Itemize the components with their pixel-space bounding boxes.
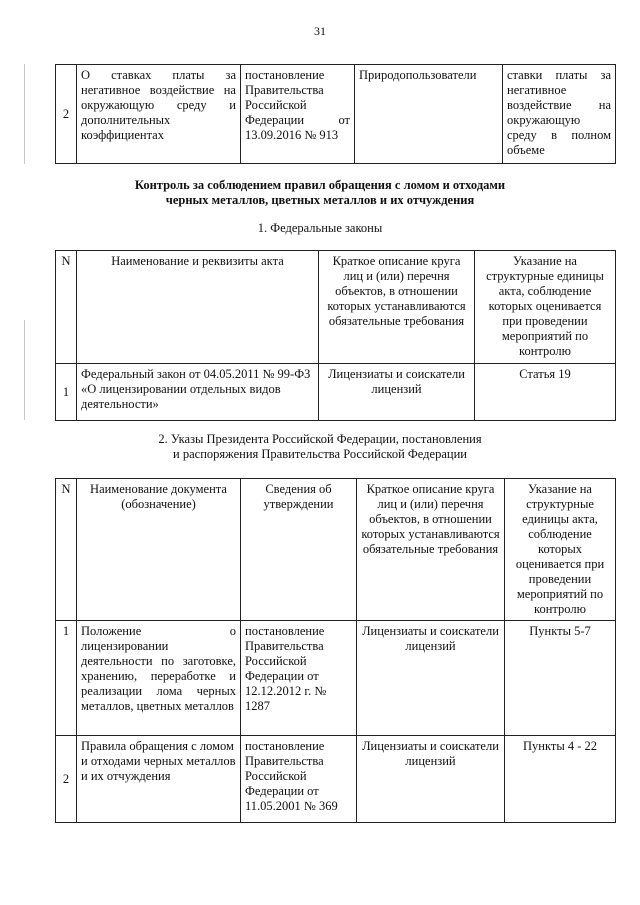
approval-info: постановление Правительства Российской Федерации от 11.05.2001 № 369 [241, 736, 357, 823]
margin-line-top [24, 64, 25, 164]
persons-description: Лицензиаты и соискатели лицензий [357, 736, 505, 823]
row-number: 1 [56, 621, 77, 736]
structural-units: Пункты 4 - 22 [505, 736, 616, 823]
persons-description: Лицензиаты и соискатели лицензий [357, 621, 505, 736]
structural-units: Пункты 5-7 [505, 621, 616, 736]
page-number: 31 [314, 24, 326, 38]
row-number: 2 [56, 736, 77, 823]
header-structural-units: Указание на структурные единицы акта, соблюдение которых оценивается при проведении мероприятий по контролю [505, 479, 616, 621]
table-row [56, 621, 616, 736]
table-decrees [55, 478, 616, 823]
document-name: О ставках платы за негативное воздействие на окружающую среду и дополнительных коэффициентах [77, 65, 241, 164]
header-name: Наименование документа (обозначение) [77, 479, 241, 621]
table-header-row [56, 479, 616, 621]
row-number: 2 [56, 65, 77, 164]
header-persons: Краткое описание круга лиц и (или) перечня объектов, в отношении которых устанавливаются обязательные требования [319, 251, 475, 364]
document-name: Федеральный закон от 04.05.2011 № 99-ФЗ «О лицензировании отдельных видов деятельности» [77, 364, 319, 421]
structural-units: Статья 19 [475, 364, 616, 421]
approval-info: постановление Правительства Российской Федерации от 12.12.2012 г. № 1287 [241, 621, 357, 736]
approval-info: постановление Правительства Российской Федерации от 13.09.2016 № 913 [241, 65, 355, 164]
document-name: Положение о лицензировании деятельности по заготовке, хранению, переработке и реализации лома черных металлов, цветных металлов [77, 621, 241, 736]
subsection-title-2-line2: и распоряжения Правительства Российской Федерации [173, 447, 467, 461]
persons-description: Природопользователи [355, 65, 503, 164]
row-number: 1 [56, 364, 77, 421]
header-n: N [56, 251, 77, 364]
header-structural-units: Указание на структурные единицы акта, соблюдение которых оценивается при проведении мероприятий по контролю [475, 251, 616, 364]
header-persons: Краткое описание круга лиц и (или) перечня объектов, в отношении которых устанавливаются обязательные требования [357, 479, 505, 621]
table-header-row [56, 251, 616, 364]
structural-units: ставки платы за негативное воздействие на окружающую среду в полном объеме [503, 65, 616, 164]
document-name: Правила обращения с ломом и отходами черных металлов и их отчуждения [77, 736, 241, 823]
table-federal-laws [55, 250, 616, 421]
margin-line-middle [24, 320, 25, 420]
section-title-line2: черных металлов, цветных металлов и их отчуждения [165, 193, 475, 207]
subsection-title-2-line1: 2. Указы Президента Российской Федерации, постановления [158, 432, 482, 446]
table-top [55, 64, 616, 164]
header-approval: Сведения об утверждении [241, 479, 357, 621]
header-name: Наименование и реквизиты акта [77, 251, 319, 364]
subsection-title-1: 1. Федеральные законы [257, 221, 383, 235]
table-row [56, 65, 616, 164]
section-title-line1: Контроль за соблюдением правил обращения с ломом и отходами [134, 178, 506, 192]
persons-description: Лицензиаты и соискатели лицензий [319, 364, 475, 421]
header-n: N [56, 479, 77, 621]
table-row [56, 364, 616, 421]
table-row [56, 736, 616, 823]
